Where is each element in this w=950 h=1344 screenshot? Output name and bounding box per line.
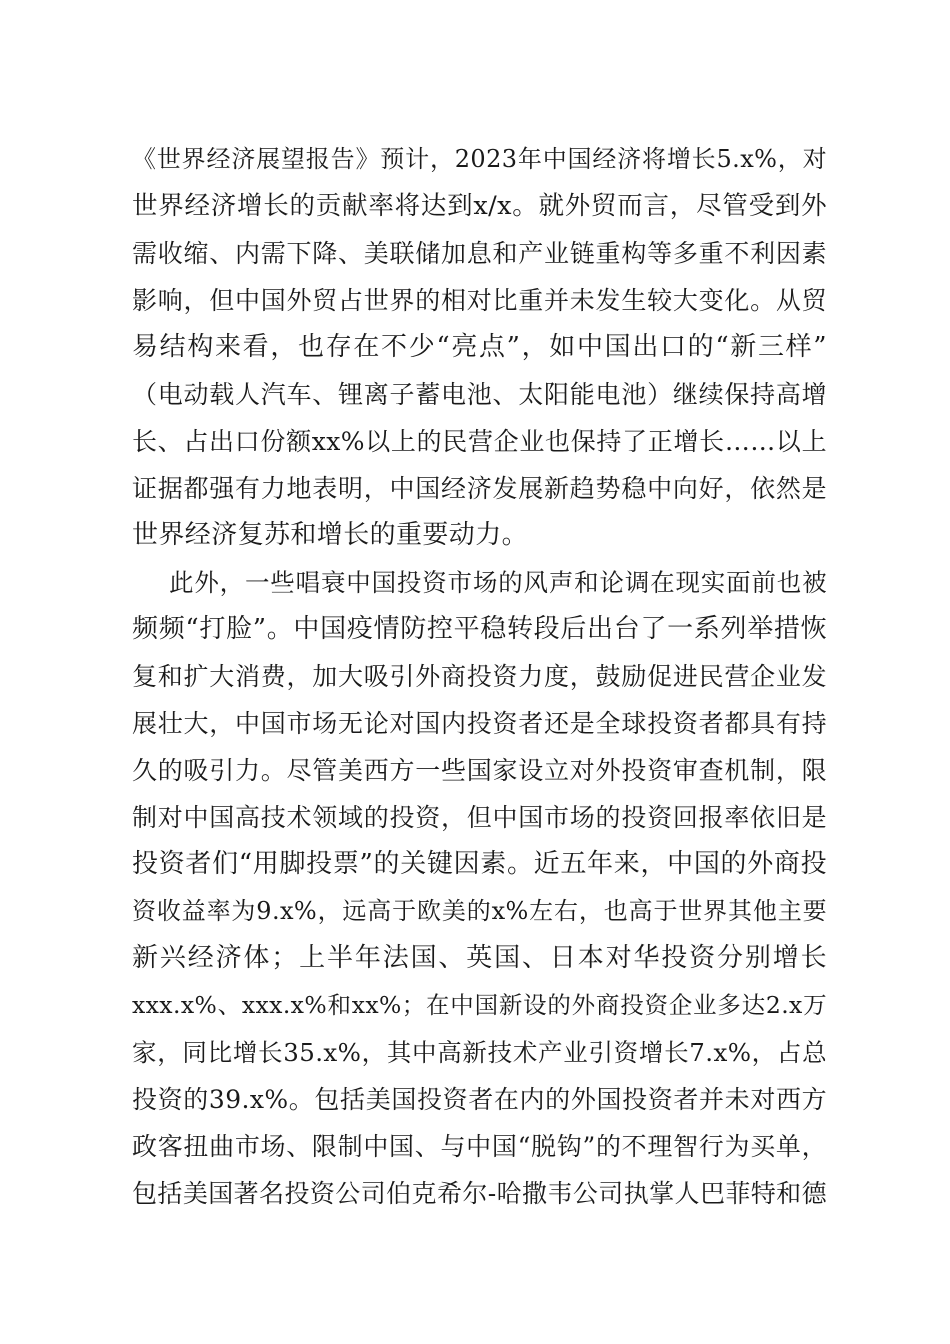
- paragraph-investment-market: [132, 559, 827, 1217]
- text-line: 世界经济复苏和增长的重要动力。: [132, 520, 529, 550]
- text-line: xxx.x%、xxx.x%和xx%；在中国新设的外商投资企业多达2.x万: [132, 991, 827, 1019]
- text-line: 展壮大，中国市场无论对国内投资者还是全球投资者都具有持: [132, 709, 827, 738]
- text-line: 影响，但中国外贸占世界的相对比重并未发生较大变化。从贸: [132, 286, 827, 315]
- text-line: 资收益率为9.x%，远高于欧美的x%左右，也高于世界其他主要: [132, 897, 827, 925]
- text-line: 易结构来看，也存在不少“亮点”，如中国出口的“新三样”: [132, 332, 827, 362]
- text-line: 证据都强有力地表明，中国经济发展新趋势稳中向好，依然是: [132, 474, 827, 503]
- text-line: 政客扭曲市场、限制中国、与中国“脱钩”的不理智行为买单，: [132, 1132, 827, 1161]
- text-line: 投资者们“用脚投票”的关键因素。近五年来，中国的外商投: [132, 849, 827, 879]
- text-line: 家，同比增长35.x%，其中高新技术产业引资增长7.x%，占总: [132, 1038, 827, 1067]
- text-line: 投资的39.x%。包括美国投资者在内的外国投资者并未对西方: [132, 1085, 827, 1114]
- text-line: 《世界经济展望报告》预计，2023年中国经济将增长5.x%，对: [132, 145, 827, 173]
- text-line: 包括美国著名投资公司伯克希尔-哈撒韦公司执掌人巴菲特和德: [132, 1179, 827, 1208]
- text-line: （电动载人汽车、锂离子蓄电池、太阳能电池）继续保持高增: [132, 380, 827, 409]
- text-line: 复和扩大消费，加大吸引外商投资力度，鼓励促进民营企业发: [132, 662, 827, 691]
- paragraph-economic-outlook: [132, 136, 827, 559]
- text-line: 此外，一些唱衰中国投资市场的风声和论调在现实面前也被: [169, 568, 827, 597]
- text-line: 久的吸引力。尽管美西方一些国家设立对外投资审查机制，限: [132, 756, 827, 785]
- body-text: [132, 136, 827, 1217]
- text-line: 制对中国高技术领域的投资，但中国市场的投资回报率依旧是: [132, 803, 827, 832]
- text-line: 新兴经济体；上半年法国、英国、日本对华投资分别增长: [132, 943, 827, 973]
- text-line: 频频“打脸”。中国疫情防控平稳转段后出台了一系列举措恢: [132, 614, 827, 644]
- text-line: 世界经济增长的贡献率将达到x/x。就外贸而言，尽管受到外: [132, 191, 827, 221]
- text-line: 需收缩、内需下降、美联储加息和产业链重构等多重不利因素: [132, 239, 827, 268]
- text-line: 长、占出口份额xx%以上的民营企业也保持了正增长……以上: [132, 427, 827, 456]
